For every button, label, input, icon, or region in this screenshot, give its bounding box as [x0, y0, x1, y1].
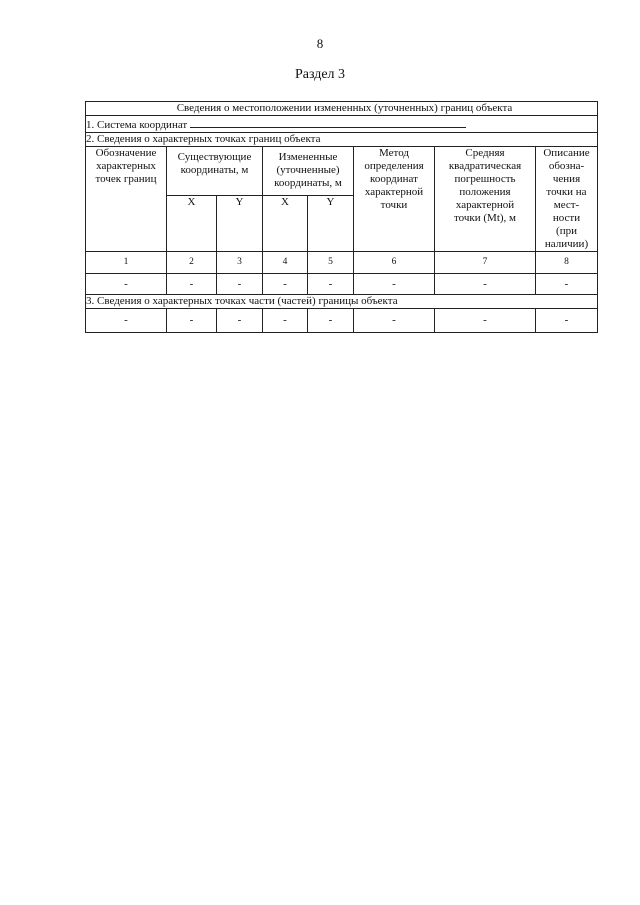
table-cell: - [263, 274, 308, 295]
boundary-points-table [85, 101, 598, 333]
header-existing-x: X [167, 196, 217, 252]
coord-system-cell [86, 116, 598, 133]
table-cell: - [308, 309, 354, 333]
header-mean-error: Средняя квадратическая погрешность положения характерной точки (Mt), м [435, 147, 536, 252]
part-data-row [86, 309, 598, 333]
column-number: 5 [308, 252, 354, 274]
table-cell: - [86, 274, 167, 295]
page-number: 8 [316, 36, 324, 51]
section-title: Раздел 3 [294, 67, 346, 82]
points-section-label: 2. Сведения о характерных точках границ объекта [86, 133, 598, 147]
table-cell: - [354, 274, 435, 295]
column-number: 3 [217, 252, 263, 274]
column-number: 4 [263, 252, 308, 274]
table-cell: - [435, 274, 536, 295]
table-cell: - [536, 274, 598, 295]
column-number: 8 [536, 252, 598, 274]
coord-system-row [86, 116, 598, 133]
coord-system-label: 1. Система координат [86, 119, 188, 131]
header-existing-coords: Существующие координаты, м [167, 147, 263, 196]
header-row [86, 147, 598, 196]
table-cell: - [435, 309, 536, 333]
table-cell: - [86, 309, 167, 333]
part-section-label: 3. Сведения о характерных точках части (частей) границы объекта [86, 295, 598, 309]
part-section-row [86, 295, 598, 309]
table-cell: - [536, 309, 598, 333]
header-description: Описание обозна- чения точки на мест- ности (при наличии) [536, 147, 598, 252]
table-title-row [86, 102, 598, 116]
header-method: Метод определения координат характерной точки [354, 147, 435, 252]
column-number: 6 [354, 252, 435, 274]
header-changed-y: Y [308, 196, 354, 252]
table-cell: - [167, 309, 217, 333]
table-cell: - [217, 309, 263, 333]
header-changed-coords: Измененные (уточненные) координаты, м [263, 147, 354, 196]
table-cell: - [354, 309, 435, 333]
table-cell: - [167, 274, 217, 295]
points-data-row [86, 274, 598, 295]
points-section-row [86, 133, 598, 147]
table-cell: - [263, 309, 308, 333]
coord-system-blank-line [190, 116, 466, 128]
column-number: 1 [86, 252, 167, 274]
column-number: 7 [435, 252, 536, 274]
table-title: Сведения о местоположении измененных (уточненных) границ объекта [86, 102, 598, 116]
header-changed-x: X [263, 196, 308, 252]
table-cell: - [217, 274, 263, 295]
column-number: 2 [167, 252, 217, 274]
column-number-row [86, 252, 598, 274]
header-existing-y: Y [217, 196, 263, 252]
header-designation: Обозначение характерных точек границ [86, 147, 167, 252]
table-cell: - [308, 274, 354, 295]
